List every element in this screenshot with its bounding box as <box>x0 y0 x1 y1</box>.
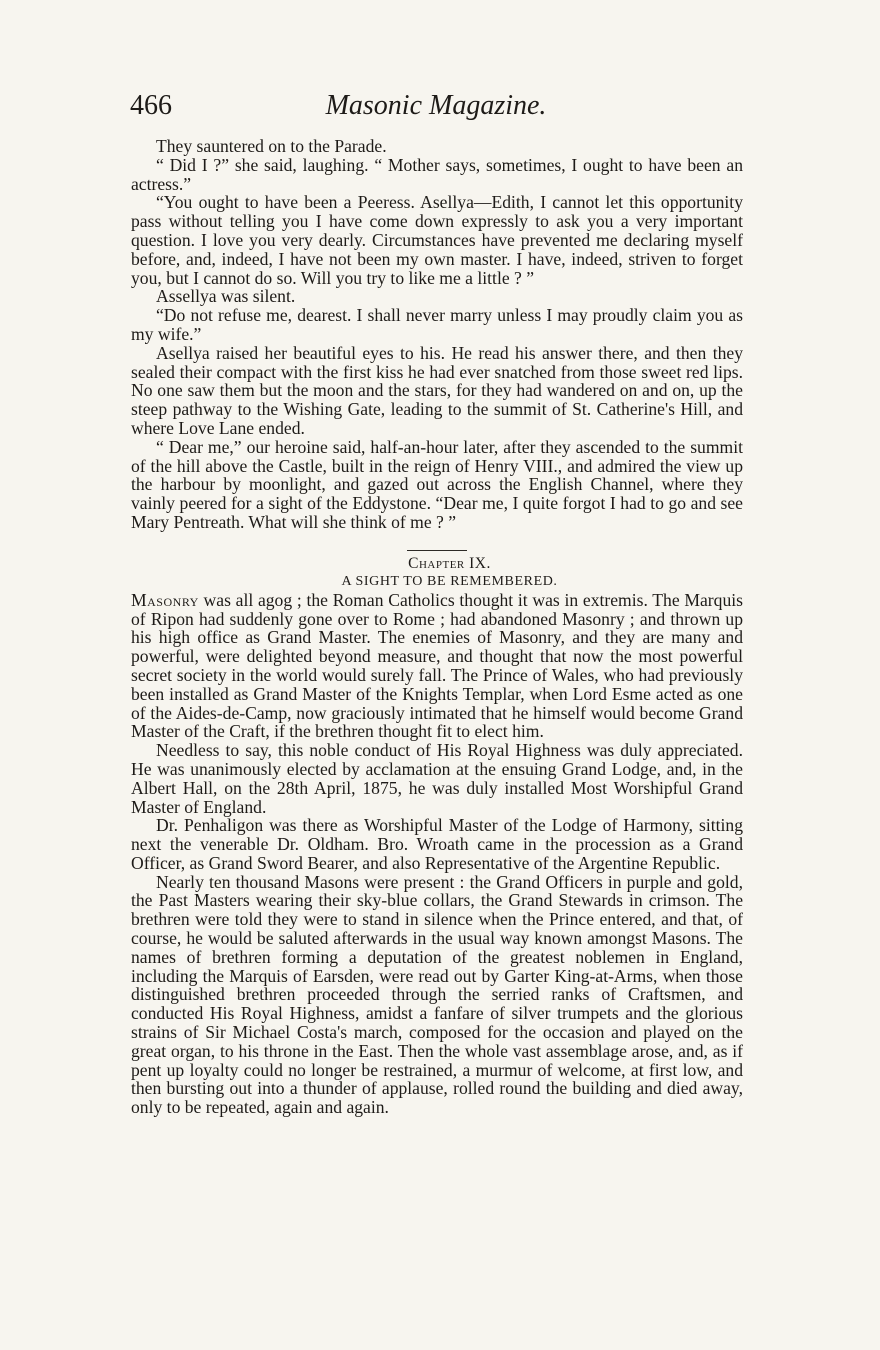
chapter-heading: Chapter IX. <box>408 554 491 572</box>
chapter-subtitle: A SIGHT TO BE REMEMBERED. <box>341 573 558 589</box>
text-column <box>131 137 743 1117</box>
page-header <box>130 86 742 126</box>
page-number: 466 <box>130 90 172 121</box>
paragraph: “You ought to have been a Peeress. Asellya—Edith, I cannot let this opportunity pass without telling you I have come down expressly to ask you a very important question. I love you very dearly. Circumstances have prevented me declaring myself before, and, indeed, I have not been my own master. I have, indeed, striven to forget you, but I cannot do so. Will you try to like me a little ? ” <box>131 192 743 288</box>
paragraph: Asellya raised her beautiful eyes to his. He read his answer there, and then they sealed their compact with the first kiss he had ever snatched from those sweet red lips. No one saw them but the moon and the stars, for they had wandered on and on, up the steep pathway to the Wishing Gate, leading to the summit of St. Catherine's Hill, and where Love Lane ended. <box>131 342 743 438</box>
paragraph: “ Did I ?” she said, laughing. “ Mother says, sometimes, I ought to have been an actress.” <box>131 154 743 194</box>
paragraph: They sauntered on to the Parade. <box>156 136 387 156</box>
paragraph: Assellya was silent. <box>156 286 296 307</box>
opening-lead-word: Masonry <box>131 589 199 610</box>
paragraph: “Do not refuse me, dearest. I shall never marry unless I may proudly claim you as my wife.” <box>131 305 743 344</box>
paragraph: “ Dear me,” our heroine said, half-an-hour later, after they ascended to the summit of the hill above the Castle, built in the reign of Henry VIII., and admired the view up the harbour by moonlight, and gazed out across the English Channel, where they vainly peered for a sight of the Eddystone. “Dear me, I quite forgot I had to go and see Mary Pentreath. What will she think of me ? ” <box>131 436 743 532</box>
running-title: Masonic Magazine. <box>325 90 547 121</box>
paragraph: Dr. Penhaligon was there as Worshipful Master of the Lodge of Harmony, sitting next the venerable Dr. Oldham. Bro. Wroath came in the procession as a Grand Officer, as Grand Sword Bearer, and also Representative of the Argentine Republic. <box>131 815 743 873</box>
opening-text: was all agog ; the Roman Catholics thought it was in extremis. The Marquis of Ripon had suddenly gone over to Rome ; had abandoned Masonry ; and thrown up his high office as Grand Master. The enemies of Masonry, and they are many and powerful, were delighted beyond measure, and thought that now the most powerful secret society in the world would surely fall. The Prince of Wales, who had previously been installed as Grand Master of the Knights Templar, when Lord Esme acted as one of the Aides-de-Camp, now graciously intimated that he himself would become Grand Master of the Craft, if the brethren thought fit to elect him. <box>131 589 743 742</box>
paragraph: Needless to say, this noble conduct of His Royal Highness was duly appreciated. He was unanimously elected by acclamation at the ensuing Grand Lodge, and, in the Albert Hall, on the 28th April, 1875, he was duly installed Most Worshipful Grand Master of England. <box>131 740 743 817</box>
paragraph: Nearly ten thousand Masons were present : the Grand Officers in purple and gold, the Past Masters wearing their sky-blue collars, the Grand Stewards in crimson. The brethren were told they were to stand in silence when the Prince entered, and that, of course, he would be saluted afterwards in the usual way known amongst Masons. The names of brethren forming a deputation of the greatest noblemen in England, including the Marquis of Earsden, were read out by Garter King-at-Arms, when those distinguished brethren proceeded through the serried ranks of Craftsmen, and conducted His Royal Highness, amidst a fanfare of silver trumpets and the glorious strains of Sir Michael Costa's march, composed for the occasion and played on the great organ, to his throne in the East. Then the whole vast assemblage arose, and, as if pent up loyalty could no longer be restrained, a murmur of welcome, at first low, and then bursting out into a thunder of applause, rolled round the building and died away, only to be repeated, again and again. <box>131 871 743 1118</box>
chapter-divider <box>407 550 467 551</box>
chapter-opening-paragraph <box>131 591 743 741</box>
